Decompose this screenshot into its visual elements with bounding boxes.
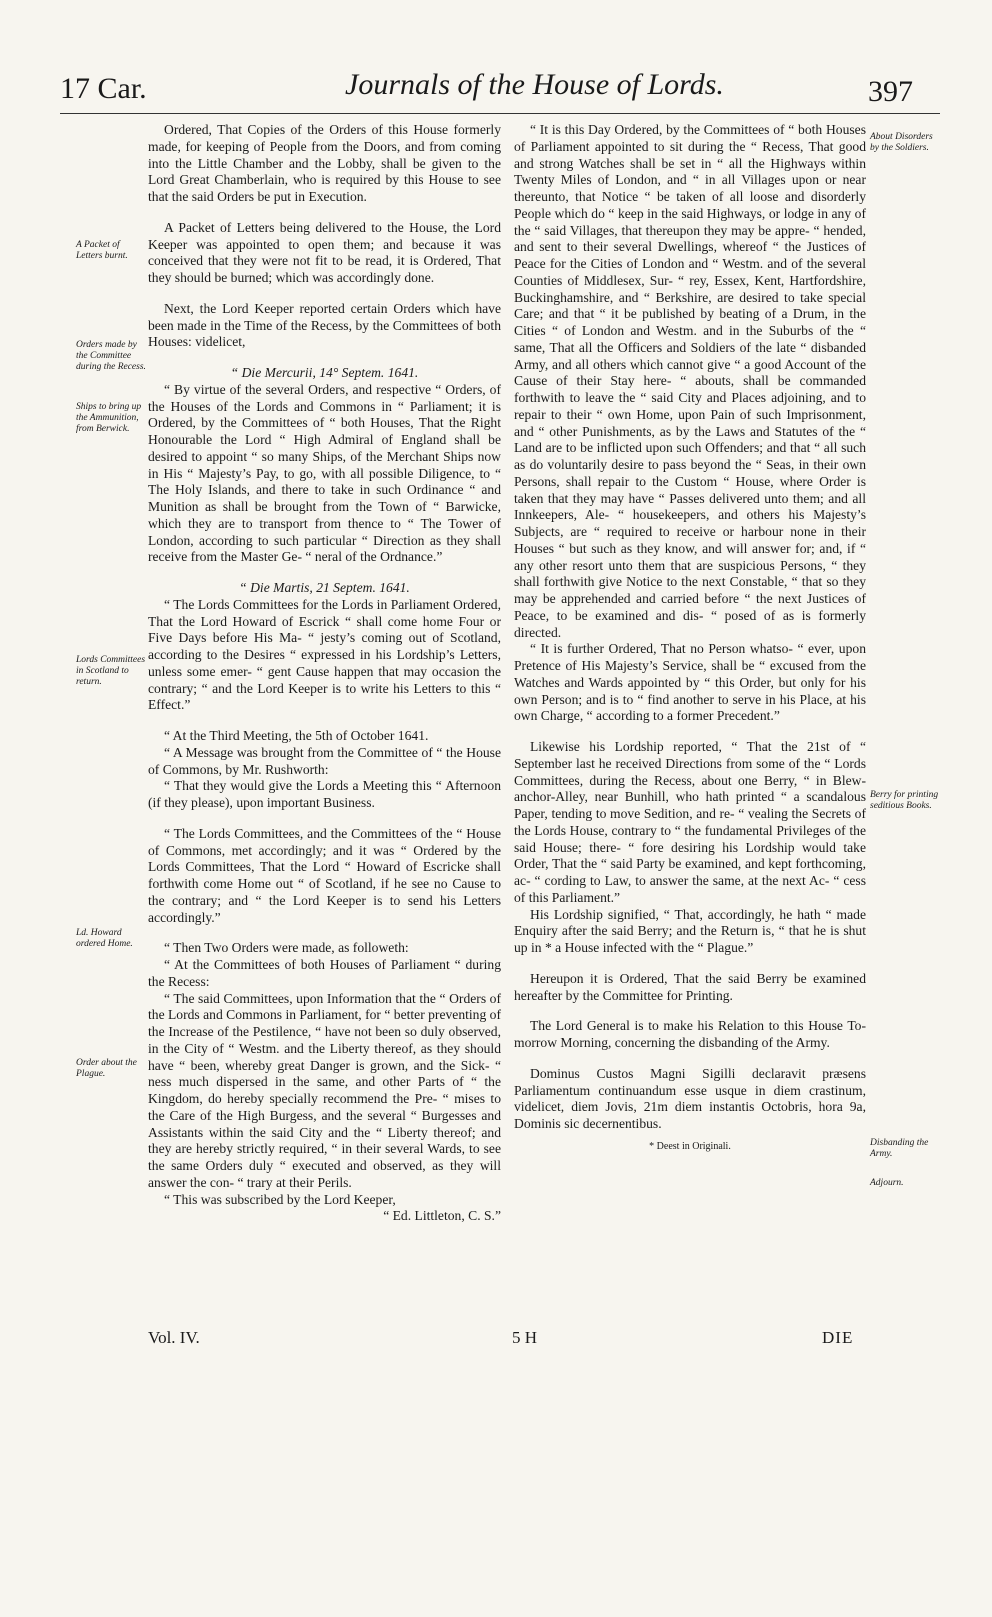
date-heading: “ Die Mercurii, 14° Septem. 1641. [230, 365, 419, 380]
paragraph-meeting: “ That they would give the Lords a Meeting this “ Afternoon (if they please), upon important Business. [148, 778, 501, 810]
paragraph-berry-enquiry: His Lordship signified, “ That, accordingly, he hath “ made Enquiry after the said Berry; and the Return is, “ that he is shut up in * a House infected with the “ Plague.” [514, 906, 866, 955]
volume-label: Vol. IV. [148, 1328, 200, 1347]
margin-note: Order about the Plague. [76, 1058, 137, 1079]
paragraph-ships: “ By virtue of the several Orders, and respective “ Orders, of the Houses of the Lords and Commons in “ Parliament; it is Ordered, by the Committees of “ both Houses, That the Right Honourable the Lord “ High Admiral of England shall be desired to appoint “ so many Ships, of the Merchant Ships now in His “ Majesty’s Pay, to go, with all possible Diligence, to “ The Holy Islands, and there to take in such Ordinance “ and Munition as shall be brought from the Town of “ Barwicke, which they are to transport from thence to “ The Tower of London, according to such particular “ Direction as they shall receive from the Master Ge- “ neral of the Ordnance.” [148, 381, 501, 565]
margin-note: About Disorders by the Soldiers. [870, 132, 933, 153]
margin-note: Disbanding the Army. [870, 1138, 929, 1159]
paragraph-berry-report: Likewise his Lordship reported, “ That the 21st of “ September last he received Directions from some of the “ Lords Committees, during the Recess, about one Berry, “ in Blew-anchor-Alley, near Bunhill, who hath printed “ a scandalous Paper, tending to move Sedition, and re- “ vealing the Secrets of the Lords House, contrary to “ the fundamental Privileges of the said House; there- “ fore desiring his Lordship would take Order, That the “ said Party be examined, and kept forthcoming, ac- “ cording to Law, to answer the same, at the next Ac- “ cess of this Parliament.” [514, 739, 866, 905]
paragraph-report-orders: Next, the Lord Keeper reported certain Orders which have been made in the Time of the Recess, by the Committees of both Houses: videlicet, [148, 300, 501, 350]
running-head-left: 17 Car. [60, 72, 147, 105]
paragraph-subscribed: “ This was subscribed by the Lord Keeper, [164, 1191, 396, 1207]
paragraph-message: “ A Message was brought from the Committee of “ the House of Commons, by Mr. Rushworth: [148, 744, 501, 777]
right-column [514, 122, 866, 1156]
paragraph-lord-general: The Lord General is to make his Relation to this House To-morrow Morning, concerning the disbanding of the Army. [514, 1018, 866, 1050]
header-rule [60, 113, 940, 114]
left-column [148, 122, 501, 1225]
paragraph-adjourn: Dominus Custos Magni Sigilli declaravit præsens Parliamentum continuandum esse usque in diem crastinum, videlicet, diem Jovis, 21m diem instantis Octobris, hora 9a, Dominis sic decernentibus. [514, 1065, 866, 1131]
paragraph-plague: “ The said Committees, upon Information that the “ Orders of the Lords and Commons in Parliament, for “ better preventing of the Increase of the Pestilence, “ have not been so duly observed, in the City of “ Westm. and the Liberty thereof, as they should have “ been, whereby great Danger is grown, and the Sick- “ ness much dispersed in the same, and other Parts of “ the Kingdom, do hereby specially recommend the Pre- “ mises to the Care of the High Burgess, and the several “ Burgesses and Assistants within the said City and the “ Liberty thereof; and they are hereby strictly required, “ in their several Wards, to see the same Orders duly “ executed and observed, as they will answer the con- “ trary at their Perils. [148, 990, 501, 1190]
paragraph-further-ordered: “ It is further Ordered, That no Person whatso- “ ever, upon Pretence of His Majesty’s Service, shall be “ excused from the Watches and Wards appointed by “ this Order, but only for his own Person; and is to “ find another to serve in his Place, at his own Charge, “ according to a former Precedent.” [514, 641, 866, 724]
margin-note: Berry for printing seditious Books. [870, 790, 939, 811]
margin-note: Ships to bring up the Ammunition, from Berwick. [76, 402, 142, 434]
paragraph-letters: A Packet of Letters being delivered to the House, the Lord Keeper was appointed to open them; and because it was conceived that they were not fit to be read, it is Ordered, That they should be burned; which was accordingly done. [148, 219, 501, 285]
margin-note: Orders made by the Committee during the Recess. [76, 340, 146, 372]
signature: “ Ed. Littleton, C. S.” [383, 1208, 501, 1224]
journal-title: Journals of the House of Lords. [345, 68, 724, 101]
margin-note: Adjourn. [870, 1178, 904, 1188]
date-heading: “ Die Martis, 21 Septem. 1641. [239, 580, 410, 595]
paragraph-committees: “ At the Committees of both Houses of Parliament “ during the Recess: [148, 957, 501, 989]
paragraph-howard-home: “ The Lords Committees, and the Committees of the “ House of Commons, met accordingly; and it was “ Ordered by the Lords Committees, That the Lord “ Howard of Escricke shall forthwith come Home out “ of Scotland, if he see no Cause to the contrary; and “ the Lord Keeper is to send his Letters accordingly.” [148, 825, 501, 925]
footnote: * Deest in Originali. [649, 1140, 731, 1152]
page-number: 397 [868, 75, 913, 108]
paragraph-watches: “ It is this Day Ordered, by the Committees of “ both Houses of Parliament appointed to sit during the “ Recess, That good and strong Watches shall be set in “ all the Highways within Twenty Miles of London, and “ in all Villages upon or near thereunto, that Notice “ be taken of all loose and disorderly People which do “ keep in the said Highways, or lodge in any of the “ said Villages, that thereupon they may be appre- “ hended, and sent to their several Dwellings, whereof “ the Justices of Peace for the Cities of London and “ Westm. and of the several Counties of Middlesex, Sur- “ rey, Essex, Kent, Hartfordshire, Buckinghamshire, and “ Berkshire, are desired to take special Care; and that “ it be published by beating of a Drum, in the Cities “ of London and Westm. and in the Suburbs of the “ same, That all the Officers and Soldiers of the late “ disbanded Army, and all others which cannot give “ a good Account of the Cause of their Stay here- “ abouts, shall be commanded forthwith to leave the “ said City and Places adjoining, and to repair to their “ own Home, upon Pain of such Imprisonment, and “ other Punishments, as by the Laws and Statutes of the “ Land are to be inflicted upon such Offenders; and that “ all such as do voluntarily desire to pass beyond the “ Seas, in their own Persons, shall repair to the Custom “ House, where Order is taken that they may have “ Passes delivered unto them; and all Innkeepers, Ale- “ housekeepers, and others his Majesty’s Subjects, are “ required to receive or harbour none in their Houses “ but such as they know, and will answer for; and, if “ any other resort unto them that are suspicious Persons, “ they shall forthwith give Notice to the next Constable, “ that so they may be apprehended and carried before “ the next Justices of Peace, to be examined and dis- “ posed of as is formerly directed. [514, 122, 866, 640]
margin-note: Ld. Howard ordered Home. [76, 928, 133, 949]
paragraph-howard: “ The Lords Committees for the Lords in Parliament Ordered, That the Lord Howard of Escrick “ shall come home Four or Five Days before His Ma- “ jesty’s coming out of Scotland, according to the Desires “ expressed in his Lordship’s Letters, unless some emer- “ gent Cause happen that may occasion the contrary; “ and the Lord Keeper is to write his Letters to this “ Effect.” [148, 596, 501, 713]
signature-mark: 5 H [512, 1328, 538, 1347]
paragraph-third-meeting: “ At the Third Meeting, the 5th of October 1641. [164, 728, 429, 743]
margin-note: Lords Committees in Scotland to return. [76, 655, 146, 687]
paragraph-berry-examined: Hereupon it is Ordered, That the said Berry be examined hereafter by the Committee for Printing. [514, 970, 866, 1003]
catchword: DIE [822, 1328, 854, 1347]
paragraph-two-orders: “ Then Two Orders were made, as followeth: [164, 940, 409, 956]
margin-note: A Packet of Letters burnt. [76, 240, 128, 261]
paragraph-orders-doors: Ordered, That Copies of the Orders of this House formerly made, for keeping of People from the Doors, and from coming into the Little Chamber and the Lobby, shall be given to the Lord Great Chamberlain, who is required by this House to see that the said Orders be put in Execution. [148, 122, 501, 204]
